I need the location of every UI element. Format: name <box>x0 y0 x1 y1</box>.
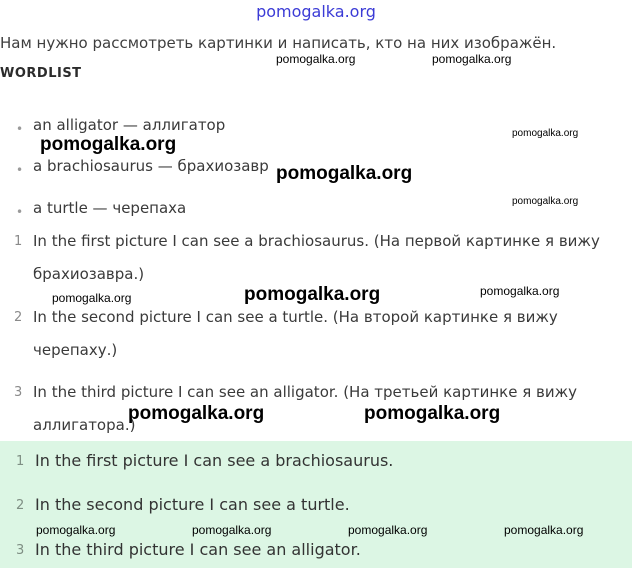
watermark-text: pomogalka.org <box>128 403 265 424</box>
watermark-text: pomogalka.org <box>512 196 579 207</box>
sentence-line: In the first picture I can see a brachiosaurus. (На первой картинке я вижу <box>33 232 600 250</box>
answer-number: 1 <box>16 454 25 469</box>
watermark-text: pomogalka.org <box>52 291 132 305</box>
wordlist-item: a turtle — черепаха <box>33 199 187 217</box>
answer-number: 2 <box>16 498 25 513</box>
watermark-text: pomogalka.org <box>244 284 381 305</box>
sentence-number: 3 <box>14 385 23 400</box>
site-watermark-top: pomogalka.org <box>256 2 376 21</box>
watermark-text: pomogalka.org <box>364 403 501 424</box>
answer-line: In the second picture I can see a turtle. <box>35 495 350 514</box>
sentence-line: аллигатора.) <box>33 416 136 434</box>
sentence-line: In the second picture I can see a turtle. (На второй картинке я вижу <box>33 308 558 326</box>
answer-number: 3 <box>16 543 25 558</box>
wordlist-heading: WORDLIST <box>0 66 82 81</box>
watermark-text: pomogalka.org <box>276 52 356 66</box>
wordlist-item: a brachiosaurus — брахиозавр <box>33 157 269 175</box>
watermark-text: pomogalka.org <box>36 523 116 537</box>
watermark-text: pomogalka.org <box>480 284 560 298</box>
watermark-text: pomogalka.org <box>192 523 272 537</box>
answer-line: In the third picture I can see an alligator. <box>35 540 361 559</box>
bullet-icon: • <box>16 163 24 177</box>
intro-text: Нам нужно рассмотреть картинки и написать, кто на них изображён. <box>0 34 557 52</box>
watermark-text: pomogalka.org <box>512 128 579 139</box>
sentence-line: In the third picture I can see an alligator. (На третьей картинке я вижу <box>33 383 577 401</box>
bullet-icon: • <box>16 122 24 136</box>
watermark-text: pomogalka.org <box>40 134 177 155</box>
bullet-icon: • <box>16 205 24 219</box>
answers-box <box>0 441 632 568</box>
sentence-number: 1 <box>14 234 23 249</box>
watermark-text: pomogalka.org <box>432 52 512 66</box>
sentence-line: черепаху.) <box>33 341 118 359</box>
watermark-text: pomogalka.org <box>276 163 413 184</box>
sentence-line: брахиозавра.) <box>33 265 145 283</box>
answer-line: In the first picture I can see a brachiosaurus. <box>35 451 394 470</box>
wordlist-item: an alligator — аллигатор <box>33 116 226 134</box>
watermark-text: pomogalka.org <box>348 523 428 537</box>
watermark-text: pomogalka.org <box>504 523 584 537</box>
sentence-number: 2 <box>14 310 23 325</box>
